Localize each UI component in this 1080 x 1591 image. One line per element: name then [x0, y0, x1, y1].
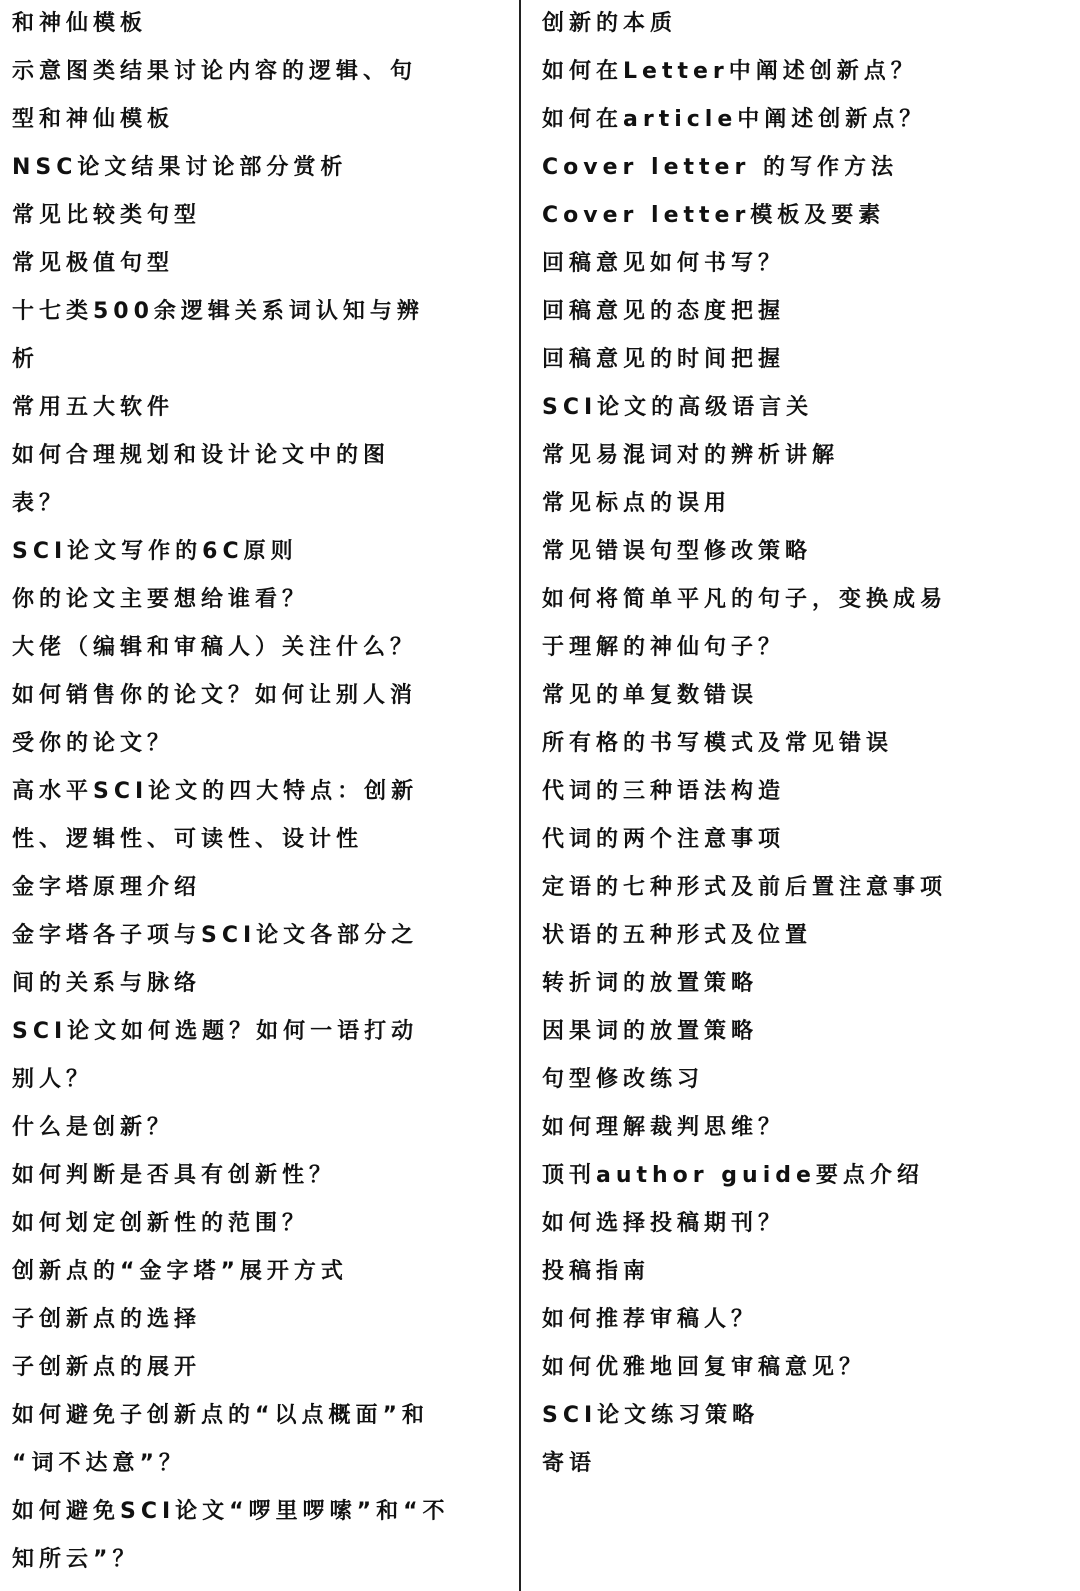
- outline-line: 回稿意见的时间把握: [542, 347, 786, 372]
- outline-line: 因果词的放置策略: [542, 1019, 759, 1044]
- outline-line: 受你的论文？: [12, 731, 175, 756]
- outline-line: Cover letter模板及要素: [542, 203, 886, 228]
- outline-line: 回稿意见的态度把握: [542, 299, 786, 324]
- outline-line: 如何将简单平凡的句子，变换成易: [542, 587, 948, 612]
- outline-line: 常见错误句型修改策略: [542, 539, 813, 564]
- left-column-list: [12, 0, 517, 1584]
- outline-line: 常见标点的误用: [542, 491, 732, 516]
- outline-line: SCI论文写作的6C原则: [12, 539, 298, 564]
- outline-line: 于理解的神仙句子？: [542, 635, 786, 660]
- outline-line: 性、逻辑性、可读性、设计性: [12, 827, 364, 852]
- outline-line: 创新点的“金字塔”展开方式: [12, 1259, 348, 1284]
- outline-line: 如何销售你的论文？如何让别人消: [12, 683, 418, 708]
- outline-line: 什么是创新？: [12, 1115, 175, 1140]
- outline-line: 句型修改练习: [542, 1067, 705, 1092]
- outline-line: 常见的单复数错误: [542, 683, 759, 708]
- outline-line: 状语的五种形式及位置: [542, 923, 813, 948]
- outline-line: 回稿意见如何书写？: [542, 251, 786, 276]
- right-column-list: [542, 0, 1042, 1488]
- outline-line: SCI论文的高级语言关: [542, 395, 814, 420]
- outline-line: 如何选择投稿期刊？: [542, 1211, 786, 1236]
- outline-line: SCI论文如何选题？如何一语打动: [12, 1019, 419, 1044]
- outline-line: 代词的两个注意事项: [542, 827, 786, 852]
- outline-line: 间的关系与脉络: [12, 971, 202, 996]
- outline-line: 如何推荐审稿人？: [542, 1307, 759, 1332]
- outline-line: 常见比较类句型: [12, 203, 202, 228]
- outline-line: 如何合理规划和设计论文中的图: [12, 443, 391, 468]
- outline-line: 如何避免SCI论文“啰里啰嗦”和“不: [12, 1499, 450, 1524]
- outline-line: 你的论文主要想给谁看？: [12, 587, 310, 612]
- outline-line: 常见易混词对的辨析讲解: [542, 443, 840, 468]
- outline-line: 如何判断是否具有创新性？: [12, 1163, 337, 1188]
- outline-line: 创新的本质: [542, 11, 678, 36]
- outline-line: 十七类500余逻辑关系词认知与辨: [12, 299, 424, 324]
- outline-line: 子创新点的展开: [12, 1355, 202, 1380]
- outline-line: 金字塔各子项与SCI论文各部分之: [12, 923, 419, 948]
- outline-line: 如何避免子创新点的“以点概面”和: [12, 1403, 429, 1428]
- outline-line: 所有格的书写模式及常见错误: [542, 731, 894, 756]
- outline-line: 别人？: [12, 1067, 94, 1092]
- outline-line: 如何在article中阐述创新点？: [542, 107, 927, 132]
- outline-line: 常见极值句型: [12, 251, 175, 276]
- outline-line: 型和神仙模板: [12, 107, 175, 132]
- outline-line: 示意图类结果讨论内容的逻辑、句: [12, 59, 418, 84]
- outline-line: 高水平SCI论文的四大特点：创新: [12, 779, 419, 804]
- outline-line: 定语的七种形式及前后置注意事项: [542, 875, 948, 900]
- outline-line: 常用五大软件: [12, 395, 175, 420]
- outline-line: “词不达意”？: [12, 1451, 186, 1476]
- outline-line: 表？: [12, 491, 67, 516]
- outline-line: 如何优雅地回复审稿意见？: [542, 1355, 867, 1380]
- outline-line: NSC论文结果讨论部分赏析: [12, 155, 348, 180]
- outline-line: 投稿指南: [542, 1259, 651, 1284]
- outline-line: 顶刊author guide要点介绍: [542, 1163, 924, 1188]
- outline-line: SCI论文练习策略: [542, 1403, 760, 1428]
- outline-line: 转折词的放置策略: [542, 971, 759, 996]
- outline-line: 大佬（编辑和审稿人）关注什么？: [12, 635, 418, 660]
- column-divider: [519, 0, 521, 1591]
- outline-line: 子创新点的选择: [12, 1307, 202, 1332]
- outline-line: 析: [12, 347, 40, 372]
- outline-line: 如何划定创新性的范围？: [12, 1211, 310, 1236]
- outline-line: 寄语: [542, 1451, 597, 1476]
- outline-line: Cover letter 的写作方法: [542, 155, 898, 180]
- outline-line: 如何在Letter中阐述创新点？: [542, 59, 918, 84]
- outline-line: 知所云”？: [12, 1547, 140, 1572]
- outline-line: 金字塔原理介绍: [12, 875, 202, 900]
- outline-line: 代词的三种语法构造: [542, 779, 786, 804]
- outline-line: 和神仙模板: [12, 11, 148, 36]
- outline-line: 如何理解裁判思维？: [542, 1115, 786, 1140]
